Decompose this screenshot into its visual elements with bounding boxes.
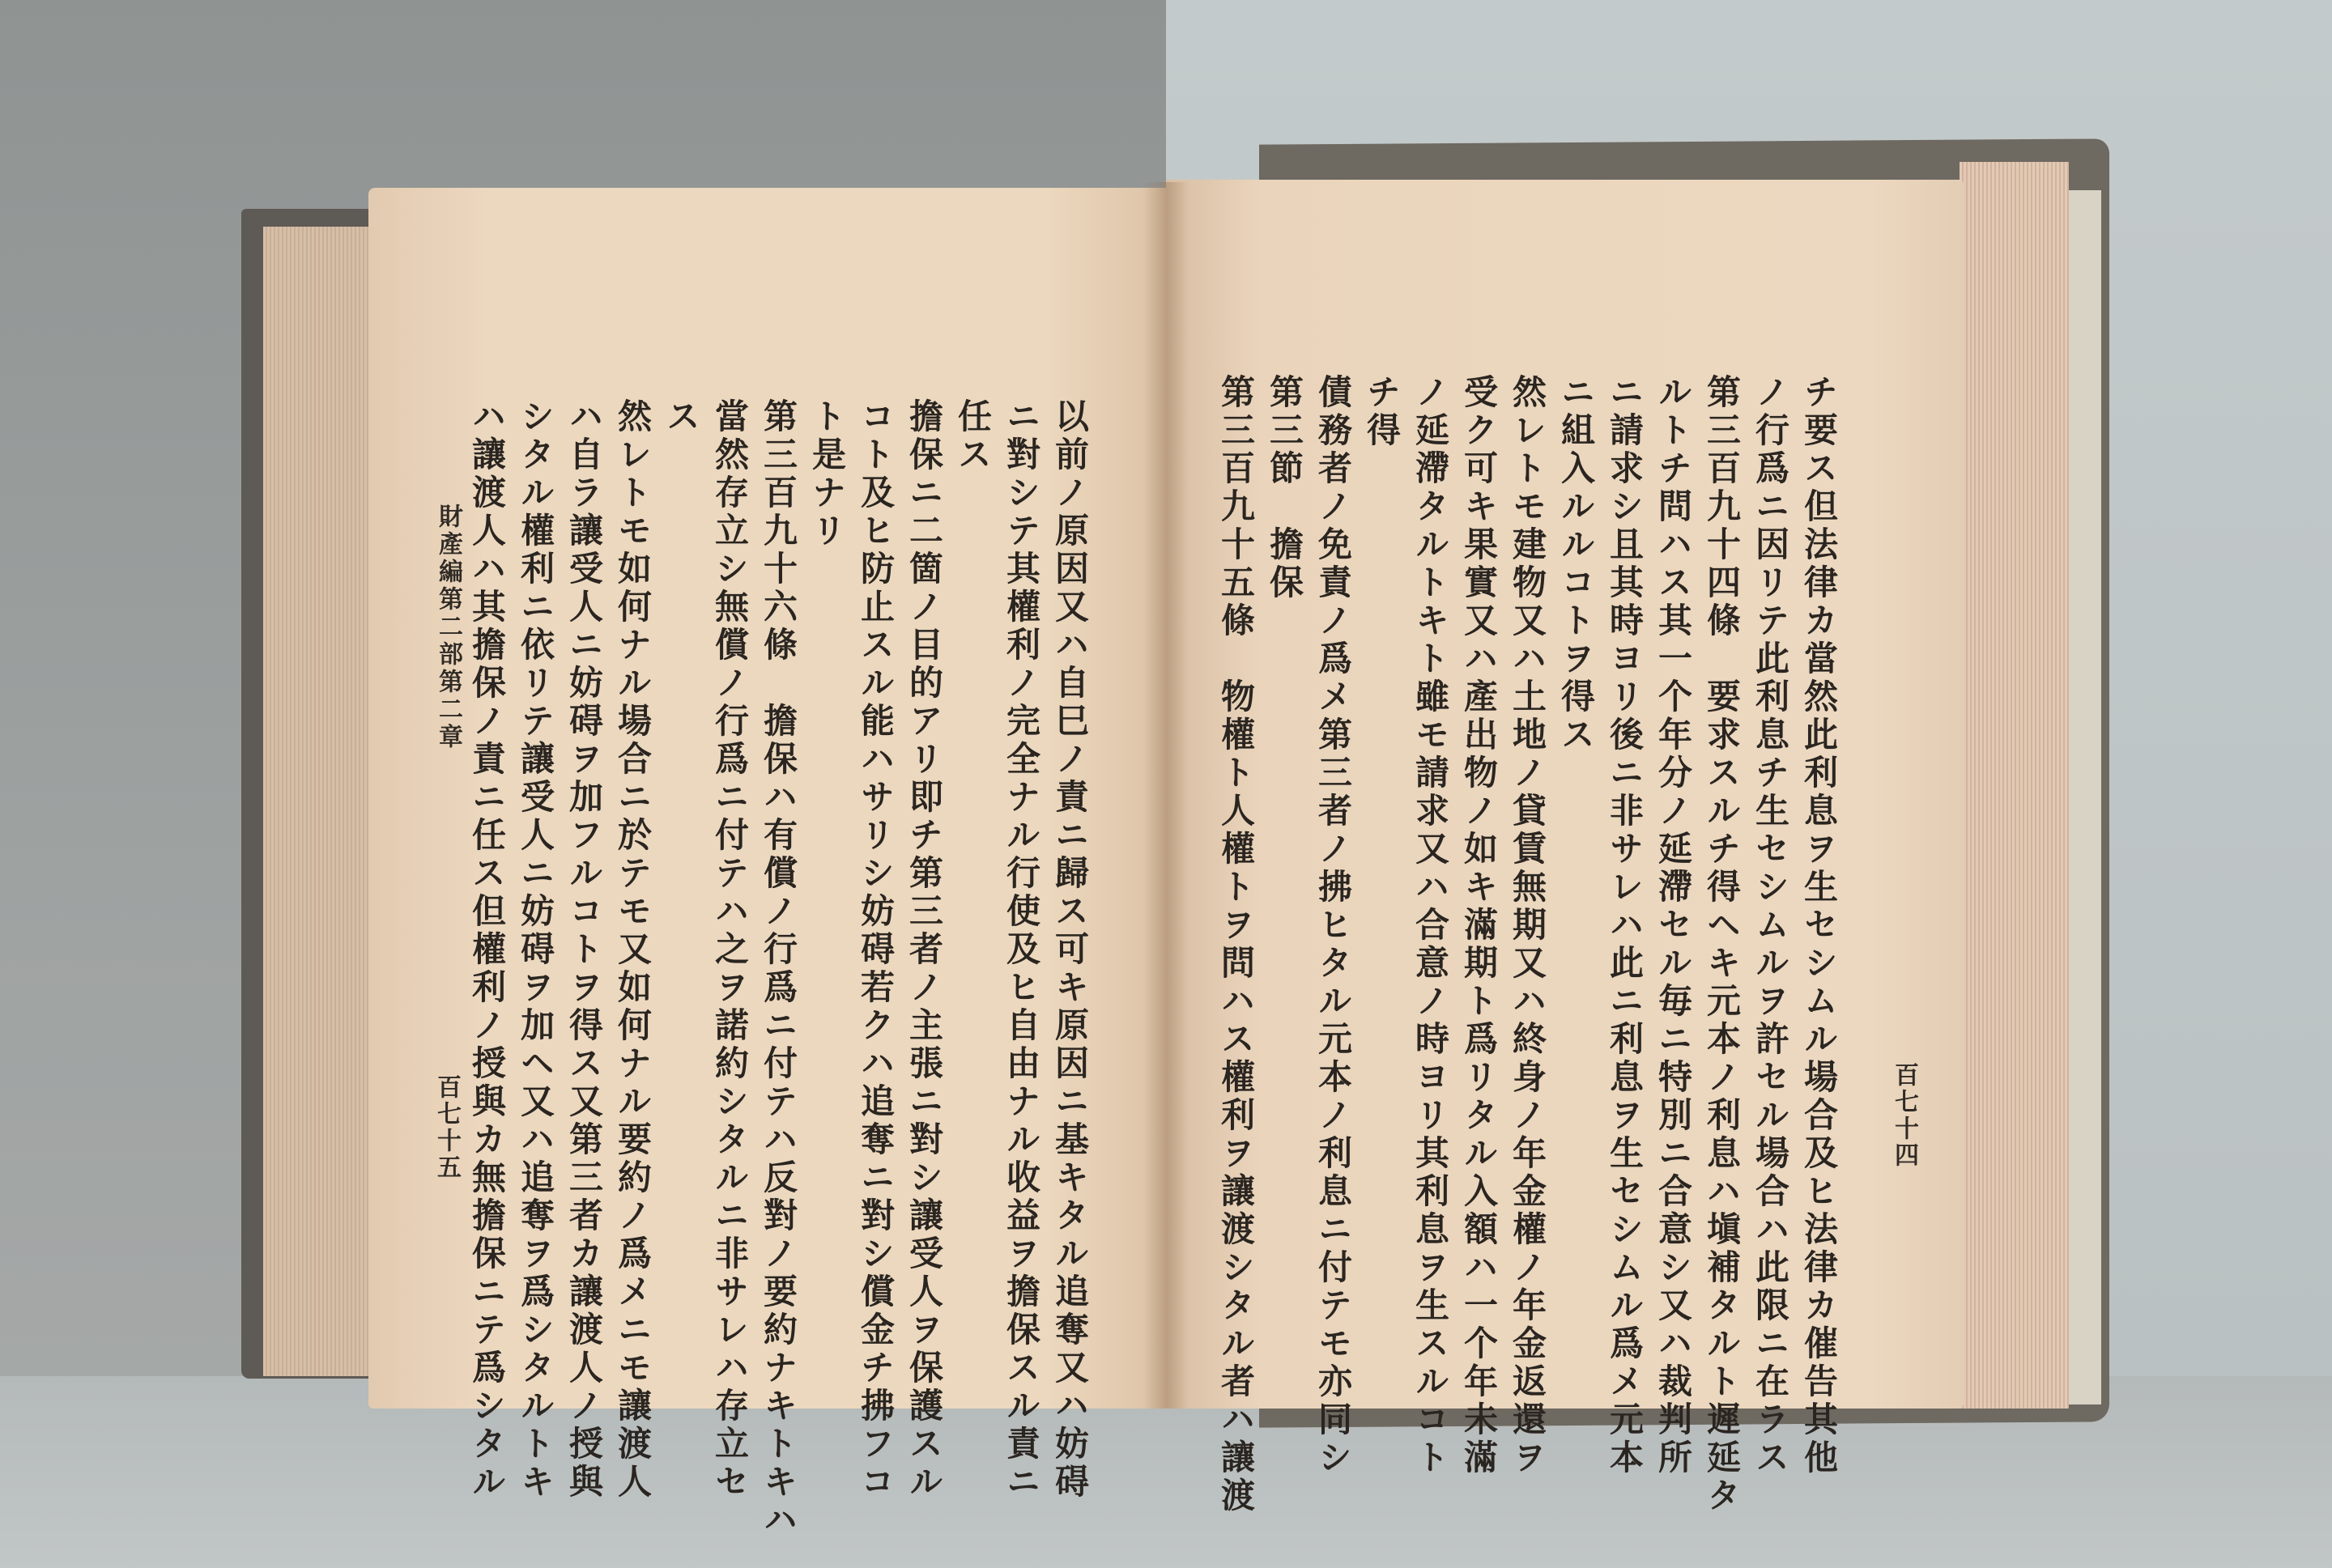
left-page-text-column: ニ對シテ其權利ノ完全ナル行使及ヒ自由ナル收益ヲ擔保スル責ニ bbox=[1002, 398, 1041, 1502]
right-page-text-column: 第三百九十四條 要求スルチ得ヘキ元本ノ利息ハ塡補タルト遲延タ bbox=[1702, 374, 1742, 1515]
right-page-text-column: ノ行爲ニ因リテ此利息チ生セシムルヲ許セル場合ハ此限ニ在ラス bbox=[1751, 374, 1790, 1477]
right-page-text-column: 第三百九十五條 物權ト人權トヲ問ハス權利ヲ讓渡シタル者ハ讓渡 bbox=[1216, 374, 1256, 1515]
endpaper-right bbox=[2069, 190, 2101, 1404]
left-page-text-column: シタル權利ニ依リテ讓受人ニ妨碍ヲ加ヘ又ハ追奪ヲ爲シタルトキ bbox=[516, 398, 555, 1502]
left-page-text-column: 以前ノ原因又ハ自巳ノ責ニ歸ス可キ原因ニ基キタル追奪又ハ妨碍 bbox=[1050, 398, 1090, 1502]
page-number-right: 百七十四 bbox=[1890, 1062, 1918, 1169]
left-page-text-column: 然レトモ如何ナル場合ニ於テモ又如何ナル要約ノ爲メニモ讓渡人 bbox=[613, 398, 653, 1502]
left-page-text-column: 當然存立シ無償ノ行爲ニ付テハ之ヲ諾約シタルニ非サレハ存立セ bbox=[710, 398, 750, 1502]
right-page-text-column: 然レトモ建物又ハ土地ノ貸賃無期又ハ終身ノ年金權ノ年金返還ヲ bbox=[1508, 374, 1547, 1477]
page-edges-right bbox=[1960, 162, 2069, 1409]
right-page-text-column: ニ組入ルルコトヲ得ス bbox=[1556, 374, 1596, 754]
left-page-text-column: コト及ヒ防止スル能ハサリシ妨碍若クハ追奪ニ對シ償金チ拂フコ bbox=[856, 398, 896, 1502]
page-number-left: 百七十五 bbox=[432, 1074, 461, 1181]
right-page-text-column: 受ク可キ果實又ハ產出物ノ如キ滿期ト爲リタル入額ハ一个年未滿 bbox=[1459, 374, 1499, 1477]
right-page bbox=[1166, 180, 1964, 1515]
left-page-text-column: ハ讓渡人ハ其擔保ノ責ニ任ス但權利ノ授與カ無擔保ニテ爲シタル bbox=[467, 398, 507, 1502]
left-page-text-column: ト是ナリ bbox=[807, 398, 847, 550]
right-page-text-column: チ得 bbox=[1362, 374, 1402, 450]
running-head: 財產編第二部第二章 bbox=[434, 504, 462, 751]
right-page-text-column: 債務者ノ免責ノ爲メ第三者ノ拂ヒタル元本ノ利息ニ付テモ亦同シ bbox=[1313, 374, 1353, 1477]
right-page-text-column: ニ請求シ且其時ヨリ後ニ非サレハ此ニ利息ヲ生セシムル爲メ元本 bbox=[1605, 374, 1645, 1477]
right-page-text-column: ノ延滯タルトキト雖モ請求又ハ合意ノ時ヨリ其利息ヲ生スルコト bbox=[1411, 374, 1450, 1477]
right-page-text-column: 第三節 擔保 bbox=[1265, 374, 1304, 602]
left-page-text-column: 第三百九十六條 擔保ハ有償ノ行爲ニ付テハ反對ノ要約ナキトキハ bbox=[759, 398, 798, 1540]
left-page-text-column: ス bbox=[662, 398, 701, 436]
left-page-text-column: 任ス bbox=[953, 398, 993, 474]
left-page-text-column: ハ自ラ讓受人ニ妨碍ヲ加フルコトヲ得ス又第三者カ讓渡人ノ授與 bbox=[564, 398, 604, 1502]
left-page-text-column: 擔保ニ二箇ノ目的アリ即チ第三者ノ主張ニ對シ讓受人ヲ保護スル bbox=[904, 398, 944, 1502]
right-page-text-column: ルトチ問ハス其一个年分ノ延滯セル毎ニ特別ニ合意シ又ハ裁判所 bbox=[1653, 374, 1693, 1477]
page-edges-left bbox=[263, 227, 377, 1376]
left-page bbox=[368, 188, 1166, 1540]
book-gutter bbox=[1143, 182, 1189, 1409]
right-page-text-column: チ要ス但法律カ當然此利息ヲ生セシムル場合及ヒ法律カ催告其他 bbox=[1799, 374, 1839, 1477]
